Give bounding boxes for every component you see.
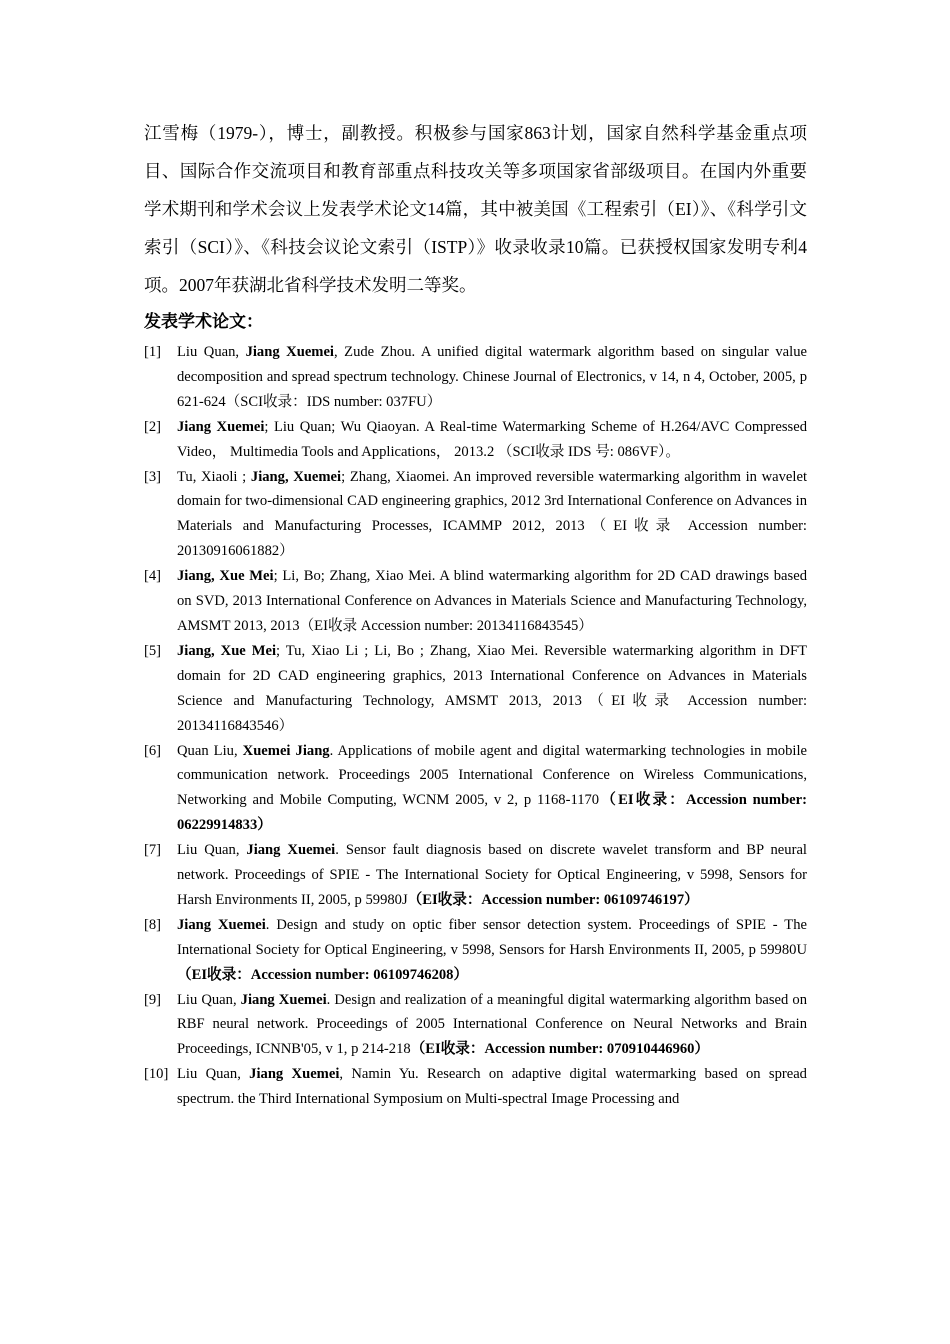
reference-item	[144, 739, 807, 839]
reference-item	[144, 1062, 807, 1112]
reference-number: [10]	[144, 1066, 169, 1083]
reference-item	[144, 465, 807, 565]
publications-heading: 发表学术论文：	[144, 312, 263, 331]
reference-text: Quan Liu,	[177, 742, 243, 759]
reference-bold-text: （EI收录：Accession number: 06229914833）	[177, 792, 807, 834]
reference-bold-text: Jiang Xuemei	[240, 991, 327, 1008]
reference-bold-text: Xuemei Jiang	[242, 742, 330, 759]
reference-text: . Design and study on optic fiber sensor detection system. Proceedings of SPIE - The International Society for Optical Engineering, v 5998, Sensors for Harsh Environments II, 2005, p 59980U	[177, 916, 807, 958]
reference-bold-text: （EI收录：Accession number: 070910446960）	[410, 1041, 710, 1058]
reference-text: Tu, Xiaoli ;	[177, 468, 251, 485]
reference-bold-text: Jiang Xuemei	[177, 418, 265, 435]
reference-item	[144, 838, 807, 913]
reference-bold-text: （EI收录：Accession number: 06109746197）	[407, 891, 699, 908]
reference-text: . Applications of mobile agent and digital watermarking technologies in mobile communication network. Proceedings 2005 International Conference on Wireless Communications, Networking and Mobile Computing, WCNM 2005, v 2, p 1168-1170	[177, 742, 807, 809]
reference-number: [6]	[144, 742, 162, 759]
reference-bold-text: Jiang Xuemei	[177, 916, 266, 933]
reference-text: . Sensor fault diagnosis based on discrete wavelet transform and BP neural network. Proceedings of SPIE - The International Society for Optical Engineering, v 5998, Sensors for Harsh Environments II, 2005, p 59980J	[177, 842, 807, 908]
reference-bold-text: Jiang, Xuemei	[250, 468, 342, 485]
reference-number: [8]	[144, 916, 162, 933]
reference-text: , Namin Yu. Research on adaptive digital watermarking based on spread spectrum. the Third International Symposium on Multi-spectral Image Processing and	[177, 1066, 807, 1108]
author-bio-paragraph: 江雪梅（1979-），博士，副教授。积极参与国家863计划，国家自然科学基金重点项目、国际合作交流项目和教育部重点科技攻关等多项国家省部级项目。在国内外重要学术期刊和学术会议上发表学术论文14篇，其中被美国《工程索引（EI）》、《科学引文索引（SCI）》、《科技会议论文索引（ISTP）》收录收录10篇。已获授权国家发明专利4项。2007年获湖北省科学技术发明二等奖。	[144, 123, 807, 295]
reference-list	[144, 340, 807, 1112]
reference-number: [7]	[144, 842, 162, 859]
reference-number: [2]	[144, 418, 162, 435]
reference-number: [9]	[144, 991, 162, 1008]
reference-item	[144, 913, 807, 988]
reference-number: [3]	[144, 468, 162, 485]
reference-text: ; Liu Quan; Wu Qiaoyan. A Real-time Watermarking Scheme of H.264/AVC Compressed Video， Multimedia Tools and Applications， 2013.2 （SCI收录 IDS 号: 086VF）。	[177, 418, 807, 460]
reference-text: Liu Quan,	[177, 842, 247, 859]
reference-text: Liu Quan,	[177, 344, 246, 360]
reference-number: [5]	[144, 642, 162, 659]
reference-item	[144, 639, 807, 739]
reference-bold-text: Jiang, Xue Mei	[177, 568, 274, 585]
reference-item	[144, 415, 807, 465]
reference-text: Liu Quan,	[177, 1066, 250, 1083]
reference-item	[144, 988, 807, 1063]
reference-text: , Zude Zhou. A unified digital watermark algorithm based on singular value decomposition and spread spectrum technology. Chinese Journal of Electronics, v 14, n 4, October, 2005, p 621-624（SCI收录：IDS number: 037FU）	[177, 344, 807, 410]
reference-item	[144, 564, 807, 639]
reference-text: . Design and realization of a meaningful digital watermarking algorithm based on RBF neural network. Proceedings of 2005 International Conference on Neural Networks and Brain Proceedings, ICNNB'05, v 1, p 214-218	[177, 991, 807, 1058]
reference-bold-text: Jiang Xuemei	[245, 344, 334, 360]
reference-text: Liu Quan,	[177, 991, 241, 1008]
reference-bold-text: Jiang Xuemei	[246, 842, 336, 859]
reference-number: [4]	[144, 568, 162, 585]
reference-text: ; Li, Bo; Zhang, Xiao Mei. A blind watermarking algorithm for 2D CAD drawings based on SVD, 2013 International Conference on Advances in Materials Science and Manufacturing Technology, AMSMT 2013, 2013（EI收录 Accession number: 20134116843545）	[177, 568, 807, 634]
reference-bold-text: Jiang, Xue Mei	[177, 642, 277, 659]
reference-number: [1]	[144, 344, 162, 360]
reference-text: ; Zhang, Xiaomei. An improved reversible watermarking algorithm in wavelet domain for two-dimensional CAD engineering graphics, 2012 3rd International Conference on Advances in Materials and Manufacturing Processes, ICAMMP 2012, 2013（EI收录 Accession number: 20130916061882）	[177, 468, 807, 560]
reference-bold-text: （EI收录：Accession number: 06109746208）	[177, 966, 469, 983]
reference-item	[144, 340, 807, 415]
reference-bold-text: Jiang Xuemei	[249, 1066, 340, 1083]
reference-text: ; Tu, Xiao Li ; Li, Bo ; Zhang, Xiao Mei. Reversible watermarking algorithm in DFT domain for 2D CAD engineering graphics, 2013 International Conference on Advances in Materials Science and Manufacturing Technology, AMSMT 2013, 2013（EI收录 Accession number: 20134116843546）	[177, 642, 808, 734]
